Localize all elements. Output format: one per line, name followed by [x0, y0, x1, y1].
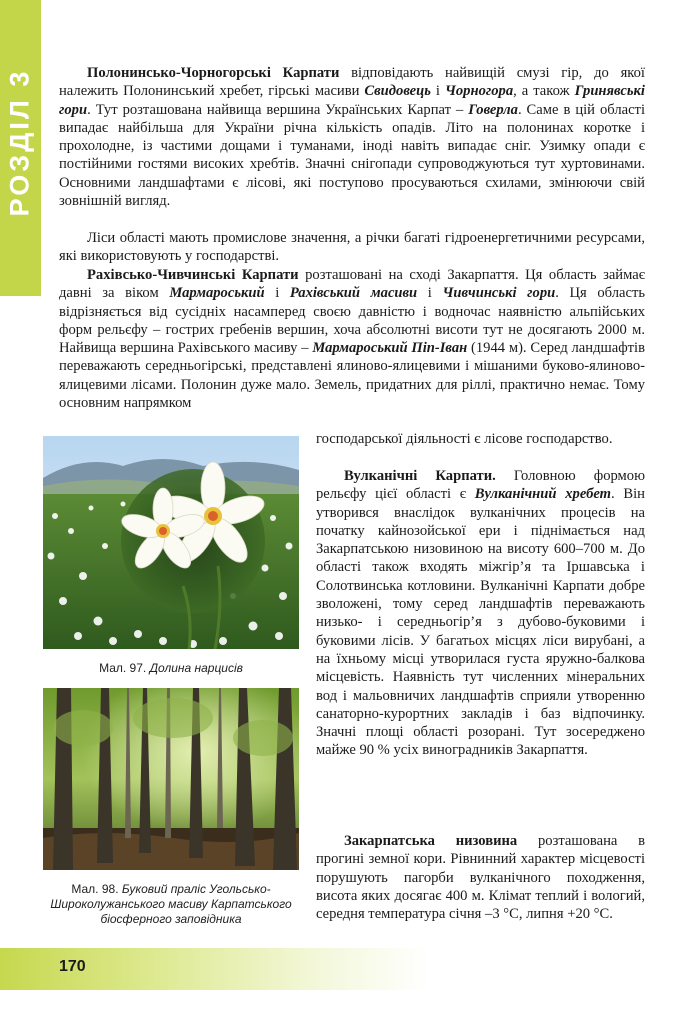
- paragraph-transcarpathian-lowland: [316, 832, 645, 923]
- p1-run-3: і: [430, 83, 445, 100]
- p4-run-0: Вулканічні Карпати.: [344, 468, 496, 484]
- section-tab-label: РОЗДІЛ 3: [4, 68, 35, 217]
- p1-run-4: Чорногора: [444, 83, 514, 100]
- paragraph-forests-resources: Ліси області мають промислове значення, а річки багаті гідроенергетичними ресурсами, які використовують у господарстві.: [59, 230, 645, 265]
- beech-forest-photo: [43, 688, 299, 870]
- figure-98-title: Буковий праліс Угольсько-Широколужанського масиву Карпатського біосферного заповідника: [50, 882, 292, 926]
- paragraph-rakhivsko-tail: господарської діяльності є лісове господарство.: [316, 431, 613, 447]
- p5-run-1: розташована в прогині земної кори. Рівнинний характер місцевості порушують пагорби вулканічного походження, висота яких досягає 400 м. Клімат теплий і вологий, середня температура січня –3 °С, липня +20 °С.: [316, 833, 645, 923]
- p1-run-9: . Саме в цій області випадає найбільша для України річна кількість опадів. Літо на полонинах коротке і прохолодне, із частими дощами і туманами, іноді навіть випадає сніг. Узимку опади є постійними гостями високих хребтів. Значні снігопади супроводжуються тут хуртовинами. Основними ландшафтами є лісові, які поступово просуваються схилами, змінюючи свій зовнішній вигляд.: [59, 101, 645, 210]
- p3-run-5: і: [417, 285, 443, 302]
- p3-run-2: Мармароський: [169, 285, 265, 302]
- section-tab-label-wrap: [3, 35, 37, 250]
- paragraph-rakhivsko-chyvchynski: [59, 266, 645, 412]
- p3-run-4: Рахівський масиви: [289, 285, 418, 302]
- p3-run-1: розташовані на сході Закарпаття. Ця область займає давні за віком: [59, 267, 645, 302]
- p1-run-0: Полонинсько-Чорногорські Карпати: [87, 65, 340, 81]
- p4-run-2: Вулканічний хребет: [474, 486, 612, 503]
- p1-run-8: Говерла: [468, 101, 518, 118]
- p3-run-0: Рахівсько-Чивчинські Карпати: [87, 267, 299, 283]
- p4-run-1: Головною формою рельєфу цієї області є: [316, 468, 645, 503]
- narcissus-valley-photo: [43, 436, 299, 649]
- p1-run-5: , а також: [513, 83, 575, 100]
- p1-run-2: Свидовець: [364, 83, 431, 100]
- p3-run-6: Чивчинські гори: [442, 285, 556, 302]
- p3-run-3: і: [264, 285, 290, 302]
- p3-run-8: Мармароський Піп-Іван: [312, 340, 468, 357]
- figure-97-label: Мал. 97.: [99, 661, 147, 675]
- beech-forest-image: [43, 688, 299, 870]
- figure-98-label: Мал. 98.: [71, 882, 119, 896]
- p3-run-7: . Ця область відрізняється від сусідніх насамперед своєю давністю і водночас наявністю альпійських форм рельєфу – гострих гребенів вершин, хоча абсолютні висоти тут не досягають 2000 м. Найвища вершина Рахівського масиву –: [59, 285, 645, 357]
- p4-run-3: . Він утворився внаслідок вулканічних процесів на початку кайнозойської ери і піднімається над Закарпатською низовиною на висоту 600–700 м. До області також входять міжгір’я та Іршавська і Солотвинська котловини. Вулканічні Карпати добре зволожені, тому серед ландшафтів переважають низько- і середньогір’я з дубово-буковими і буковими лісів. У багатьох місцях ліси вирубані, а на їхньому місці утворилася густа яружно-балкова місцевість. Наявність тут численних мінеральних вод і мальовничих ландшафтів сприяли утворенню санаторно-курортних закладів і баз відпочинку. Значні площі області розорані. Тут зосереджено майже 90 % усіх виноградників Закарпаття.: [316, 486, 645, 759]
- paragraph-polonynsko-chornohirski: [59, 64, 645, 210]
- section-tab: [0, 0, 41, 296]
- paragraph-volcanic-carpathians: [316, 467, 645, 760]
- figure-98-caption: [43, 882, 299, 927]
- page-number: 170: [59, 958, 86, 975]
- p1-run-1: відповідають найвищій смузі гір, до якої належить Полонинський хребет, гірські масиви: [59, 65, 645, 100]
- p3-run-9: (1944 м). Серед ландшафтів переважають середньогірські, представлені ялиново-ялицевими і мішаними буково-ялиново-ялицевими лісами. Полонин дуже мало. Земель, придатних для ріллі, практично немає. Тому основним напрямком: [59, 340, 645, 412]
- p1-run-6: Гринявські гори: [59, 83, 645, 118]
- figure-97-title: Долина нарцисів: [149, 661, 243, 675]
- narcissus-valley-image: [43, 436, 299, 649]
- p5-run-0: Закарпатська низовина: [344, 833, 518, 849]
- figure-97-caption: [43, 661, 299, 676]
- p1-run-7: . Тут розташована найвища вершина Українських Карпат –: [87, 101, 469, 118]
